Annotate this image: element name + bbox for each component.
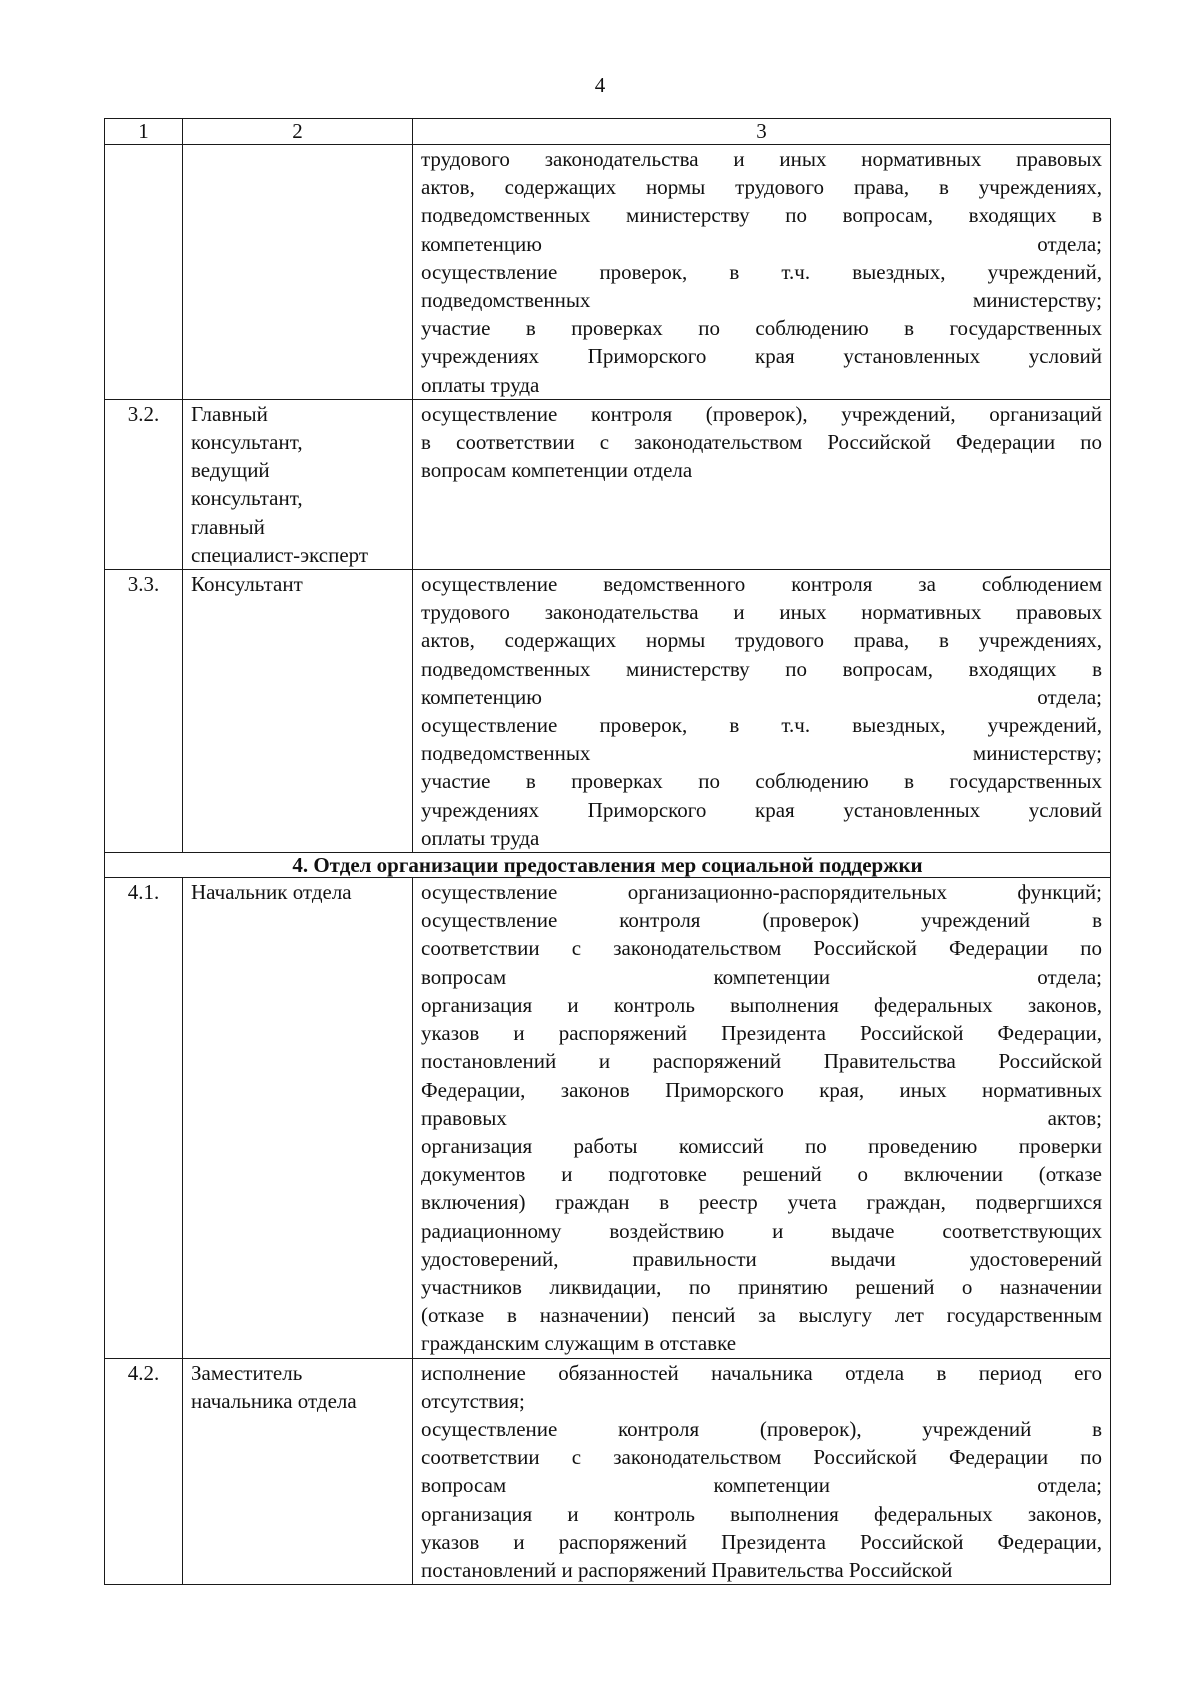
text-line: документов и подготовке решений о включении (отказе <box>421 1162 1102 1187</box>
text-line: постановлений и распоряжений Правительства Российской <box>421 1557 953 1582</box>
table-row <box>105 570 1111 853</box>
position-line: Консультант <box>191 572 303 597</box>
text-line: осуществление проверок, в т.ч. выездных, учреждений, <box>421 259 1102 284</box>
position-line: консультант, <box>191 486 303 511</box>
text-line: вопросам компетенции отдела; <box>421 1473 1102 1498</box>
text-line: осуществление ведомственного контроля за соблюдением <box>421 572 1102 597</box>
text-line: осуществление контроля (проверок), учреждений в <box>421 1416 1102 1441</box>
text-line: удостоверений, правильности выдачи удостоверений <box>421 1246 1102 1271</box>
text-line: участие в проверках по соблюдению в государственных <box>421 316 1102 341</box>
text-line: участников ликвидации, по принятию решений о назначении <box>421 1274 1102 1299</box>
text-line: указов и распоряжений Президента Российской Федерации, <box>421 1021 1102 1046</box>
text-line: (отказе в назначении) пенсий за выслугу лет государственным <box>421 1303 1102 1328</box>
table-row <box>105 878 1111 1358</box>
text-line: включения) граждан в реестр учета граждан, подвергшихся <box>421 1190 1102 1215</box>
text-line: в соответствии с законодательством Российской Федерации по <box>421 430 1102 455</box>
text-line: организация и контроль выполнения федеральных законов, <box>421 1501 1102 1526</box>
duties-description <box>413 878 1111 1358</box>
row-number: 3.3. <box>105 570 183 853</box>
text-line: организация работы комиссий по проведению проверки <box>421 1133 1102 1158</box>
text-line: трудового законодательства и иных нормативных правовых <box>421 147 1102 171</box>
text-line: радиационному воздействию и выдаче соответствующих <box>421 1218 1102 1243</box>
duties-table <box>104 118 1111 1585</box>
position-line: консультант, <box>191 430 303 455</box>
duties-description <box>413 1358 1111 1585</box>
position-line: главный <box>191 514 265 539</box>
text-line: осуществление проверок, в т.ч. выездных, учреждений, <box>421 713 1102 738</box>
row-number: 4.2. <box>105 1358 183 1585</box>
position-line: начальника отдела <box>191 1388 357 1413</box>
text-line: гражданским служащим в отставке <box>421 1331 737 1356</box>
text-line: постановлений и распоряжений Правительства Российской <box>421 1049 1102 1074</box>
text-line: компетенцию отдела; <box>421 684 1102 709</box>
row-number <box>105 145 183 400</box>
position-title <box>183 399 413 569</box>
header-col-1: 1 <box>105 119 183 145</box>
text-line: соответствии с законодательством Российской Федерации по <box>421 1445 1102 1470</box>
table-row <box>105 1358 1111 1585</box>
position-title <box>183 145 413 400</box>
text-line: оплаты труда <box>421 825 540 850</box>
position-line: Главный <box>191 401 268 426</box>
text-line: вопросам компетенции отдела; <box>421 964 1102 989</box>
text-line: участие в проверках по соблюдению в государственных <box>421 769 1102 794</box>
text-line: подведомственных министерству; <box>421 741 1102 766</box>
text-line: учреждениях Приморского края установленных условий <box>421 797 1102 822</box>
text-line: отсутствия; <box>421 1388 525 1413</box>
text-line: Федерации, законов Приморского края, иных нормативных <box>421 1077 1102 1102</box>
text-line: указов и распоряжений Президента Российской Федерации, <box>421 1529 1102 1554</box>
text-line: подведомственных министерству по вопросам, входящих в <box>421 656 1102 681</box>
position-title <box>183 570 413 853</box>
page-number: 4 <box>594 73 606 97</box>
position-line: Начальник отдела <box>191 880 352 905</box>
position-title <box>183 1358 413 1585</box>
duties-description <box>413 399 1111 569</box>
row-number: 3.2. <box>105 399 183 569</box>
text-line: вопросам компетенции отдела <box>421 458 693 483</box>
text-line: осуществление организационно-распорядительных функций; <box>421 880 1102 905</box>
table-row <box>105 145 1111 400</box>
text-line: организация и контроль выполнения федеральных законов, <box>421 992 1102 1017</box>
text-line: правовых актов; <box>421 1105 1102 1130</box>
position-line: Заместитель <box>191 1360 303 1385</box>
duties-description <box>413 145 1111 400</box>
header-col-3: 3 <box>413 119 1111 145</box>
table-header-row <box>105 119 1111 145</box>
table-row <box>105 399 1111 569</box>
text-line: подведомственных министерству по вопросам, входящих в <box>421 203 1102 228</box>
text-line: осуществление контроля (проверок) учреждений в <box>421 908 1102 933</box>
text-line: осуществление контроля (проверок), учреждений, организаций <box>421 401 1102 426</box>
text-line: актов, содержащих нормы трудового права, в учреждениях, <box>421 628 1102 653</box>
duties-description <box>413 570 1111 853</box>
position-title <box>183 878 413 1358</box>
section-title: 4. Отдел организации предоставления мер социальной поддержки <box>105 853 1111 878</box>
text-line: актов, содержащих нормы трудового права, в учреждениях, <box>421 175 1102 200</box>
text-line: компетенцию отдела; <box>421 231 1102 256</box>
header-col-2: 2 <box>183 119 413 145</box>
text-line: трудового законодательства и иных нормативных правовых <box>421 600 1102 625</box>
position-line: ведущий <box>191 458 270 483</box>
text-line: оплаты труда <box>421 372 540 397</box>
text-line: учреждениях Приморского края установленных условий <box>421 344 1102 369</box>
text-line: подведомственных министерству; <box>421 288 1102 313</box>
text-line: соответствии с законодательством Российской Федерации по <box>421 936 1102 961</box>
section-header-row <box>105 853 1111 878</box>
row-number: 4.1. <box>105 878 183 1358</box>
position-line: специалист-эксперт <box>191 542 369 567</box>
text-line: исполнение обязанностей начальника отдела в период его <box>421 1360 1102 1385</box>
